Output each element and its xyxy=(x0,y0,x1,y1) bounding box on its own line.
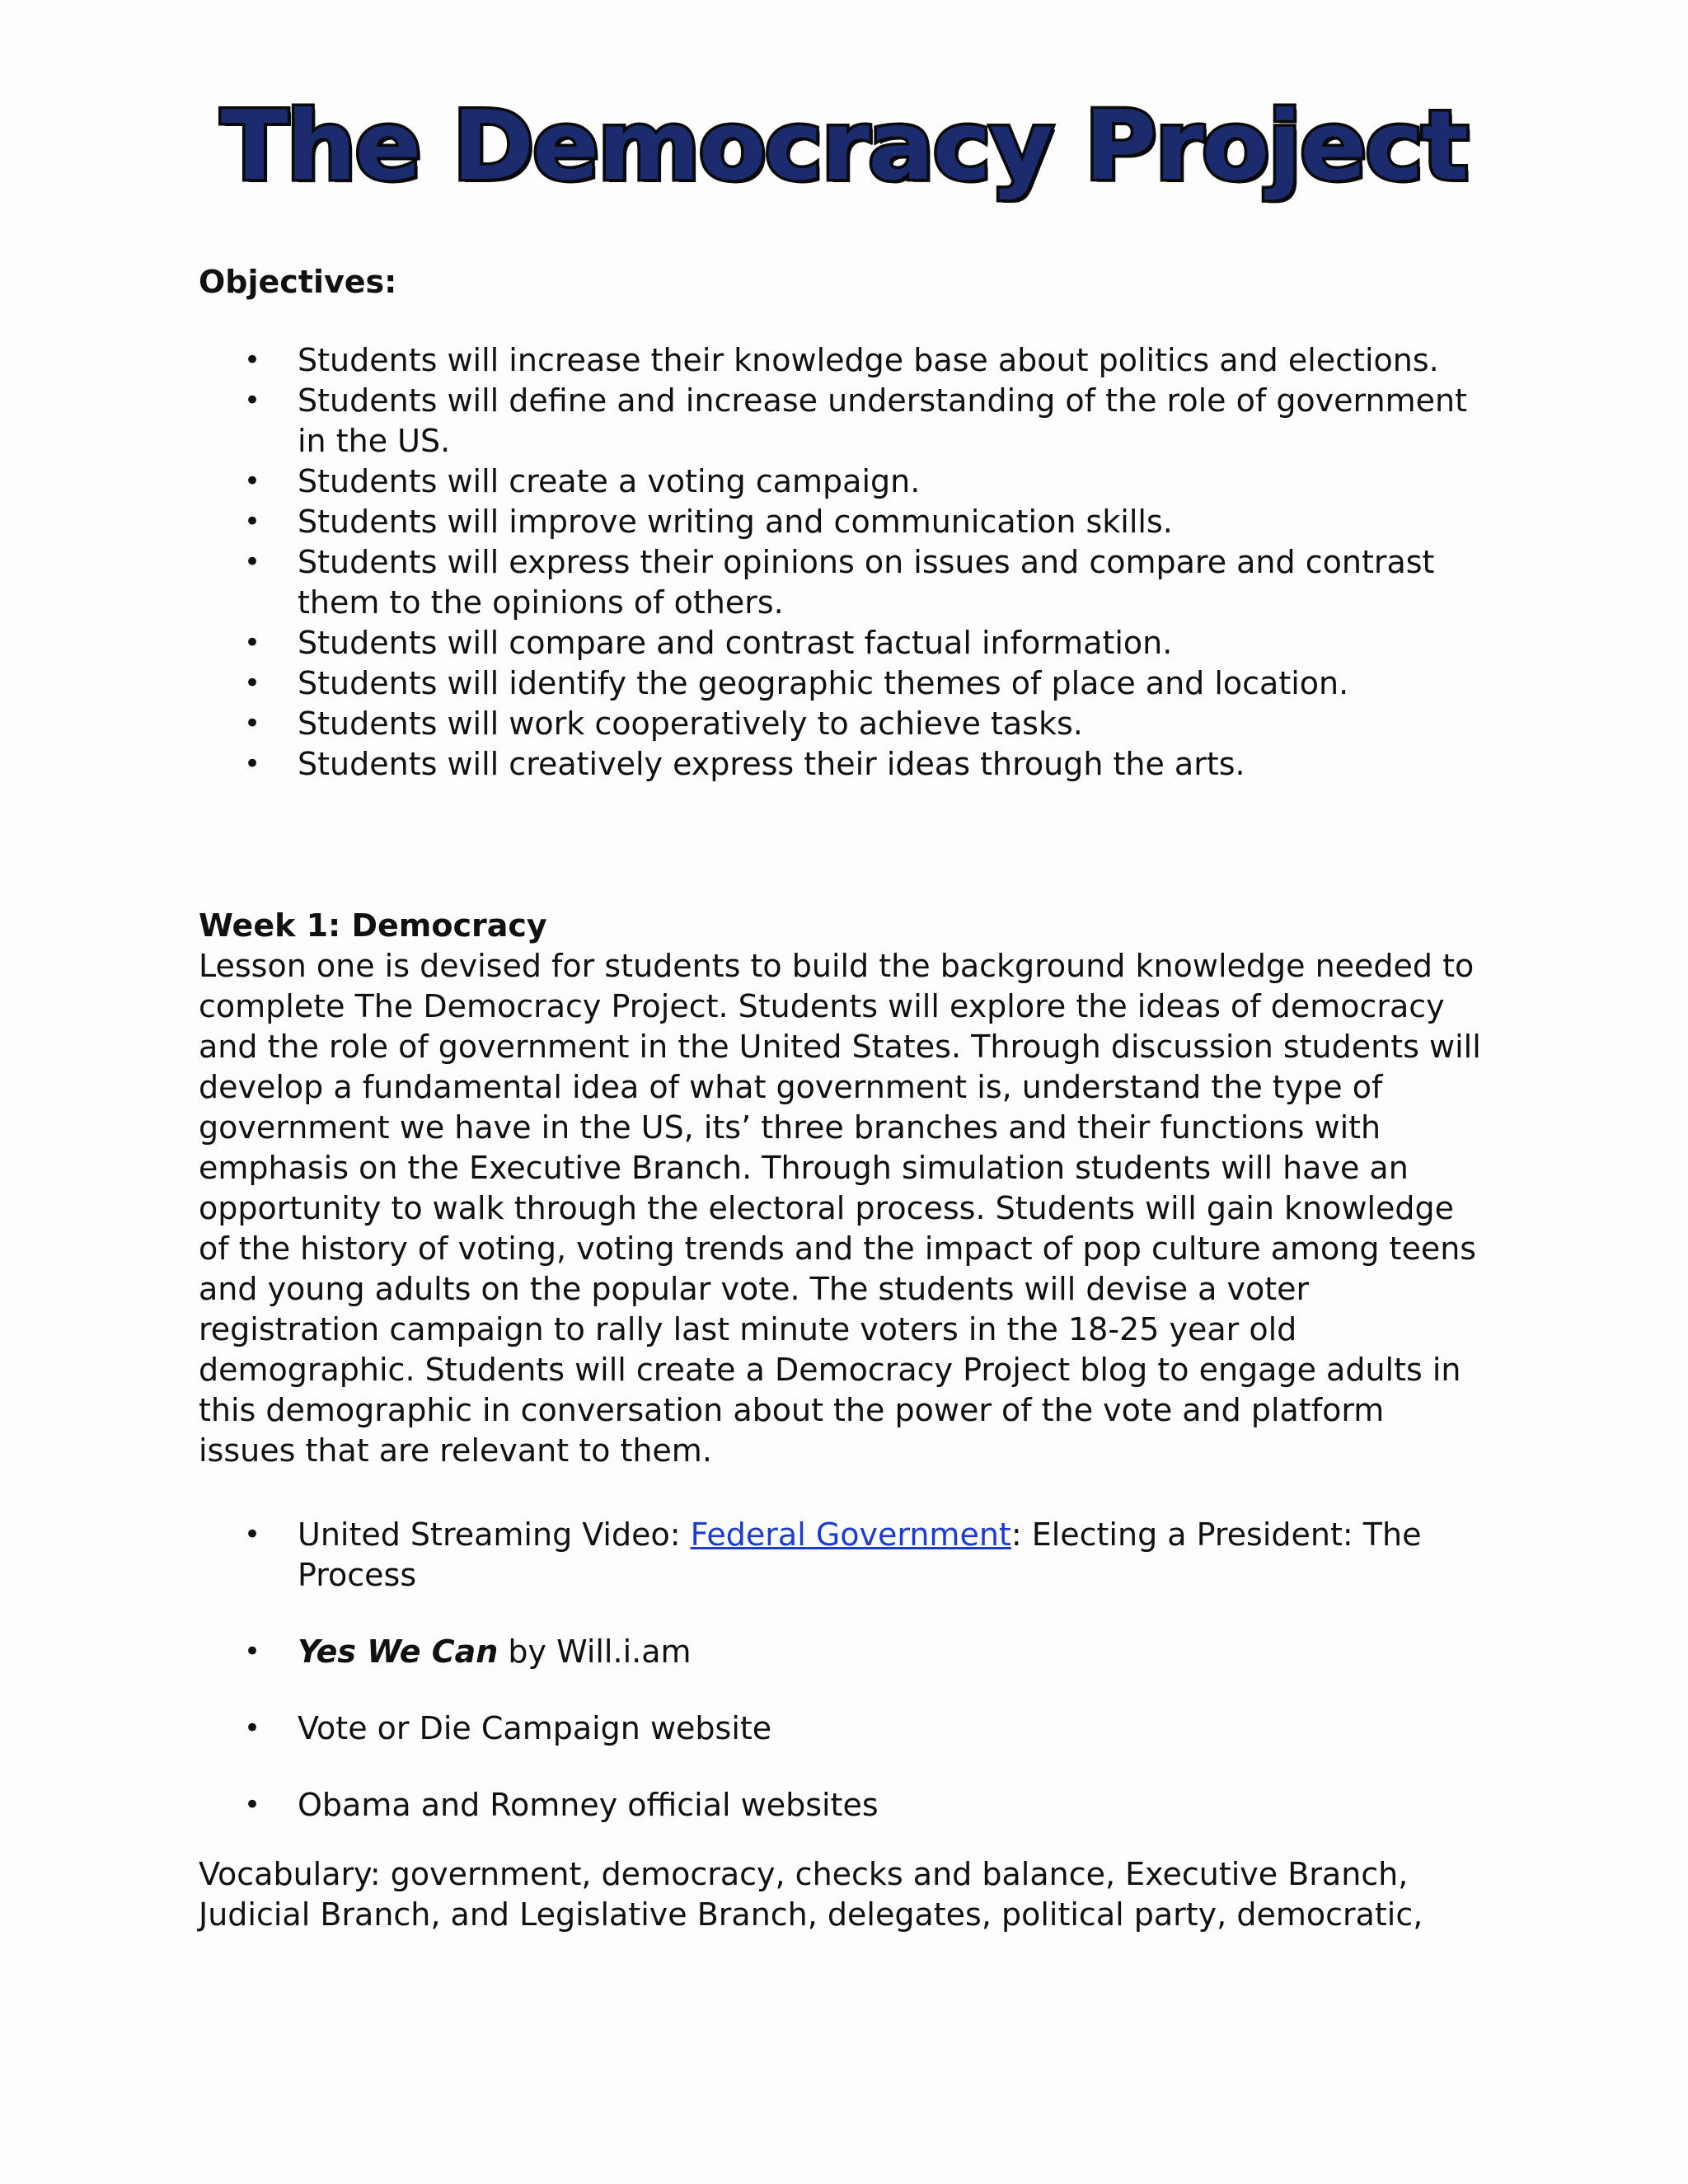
song-artist: by Will.i.am xyxy=(498,1633,692,1670)
objectives-heading: Objectives: xyxy=(199,264,397,300)
resource-item-websites: • Obama and Romney official websites xyxy=(199,1785,1489,1825)
resource-item-campaign: • Vote or Die Campaign website xyxy=(199,1708,1489,1749)
song-title: Yes We Can xyxy=(298,1633,499,1670)
objective-item: • Students will express their opinions on issues and compare and contrast them to the opinions of others. xyxy=(199,542,1489,623)
video-title: : Electing a President: The Process xyxy=(298,1516,1422,1593)
video-label: United Streaming Video: xyxy=(298,1516,691,1553)
objective-item: • Students will creatively express their ideas through the arts. xyxy=(199,744,1489,785)
objective-item: • Students will create a voting campaign. xyxy=(199,462,1489,502)
vocabulary-text: Vocabulary: government, democracy, checks and balance, Executive Branch, Judicial Branch, and Legislative Branch, delegates, political party, democratic, xyxy=(199,1856,1423,1933)
objective-item: • Students will define and increase understanding of the role of government in the US. xyxy=(199,381,1489,462)
resources-list xyxy=(199,1515,1489,1862)
resource-item-video xyxy=(199,1515,1489,1596)
title-banner xyxy=(0,91,1688,202)
week1-description: Lesson one is devised for students to build the background knowledge needed to complete The Democracy Project. Students will explore the ideas of democracy and the role of government in the United States. Through discussion students will develop a fundamental idea of what government is, understand the type of government we have in the US, its’ three branches and their functions with emphasis on the Executive Branch. Through simulation students will have an opportunity to walk through the electoral process. Students will gain knowledge of the history of voting, voting trends and the impact of pop culture among teens and young adults on the popular vote. The students will devise a voter registration campaign to rally last minute voters in the 18-25 year old demographic. Students will create a Democracy Project blog to engage adults in this demographic in conversation about the power of the vote and platform issues that are relevant to them. xyxy=(199,948,1481,1469)
objective-item: • Students will work cooperatively to achieve tasks. xyxy=(199,704,1489,744)
resource-item-song xyxy=(199,1632,1489,1672)
federal-government-link[interactable]: Federal Government xyxy=(690,1516,1011,1553)
objective-item: • Students will increase their knowledge base about politics and elections. xyxy=(199,340,1489,381)
week1-heading: Week 1: Democracy xyxy=(199,907,547,944)
page-title: The Democracy Project xyxy=(221,91,1467,202)
objectives-list xyxy=(199,340,1489,785)
objective-item: • Students will identify the geographic themes of place and location. xyxy=(199,663,1489,704)
objective-item: • Students will compare and contrast factual information. xyxy=(199,623,1489,663)
objective-item: • Students will improve writing and communication skills. xyxy=(199,502,1489,542)
